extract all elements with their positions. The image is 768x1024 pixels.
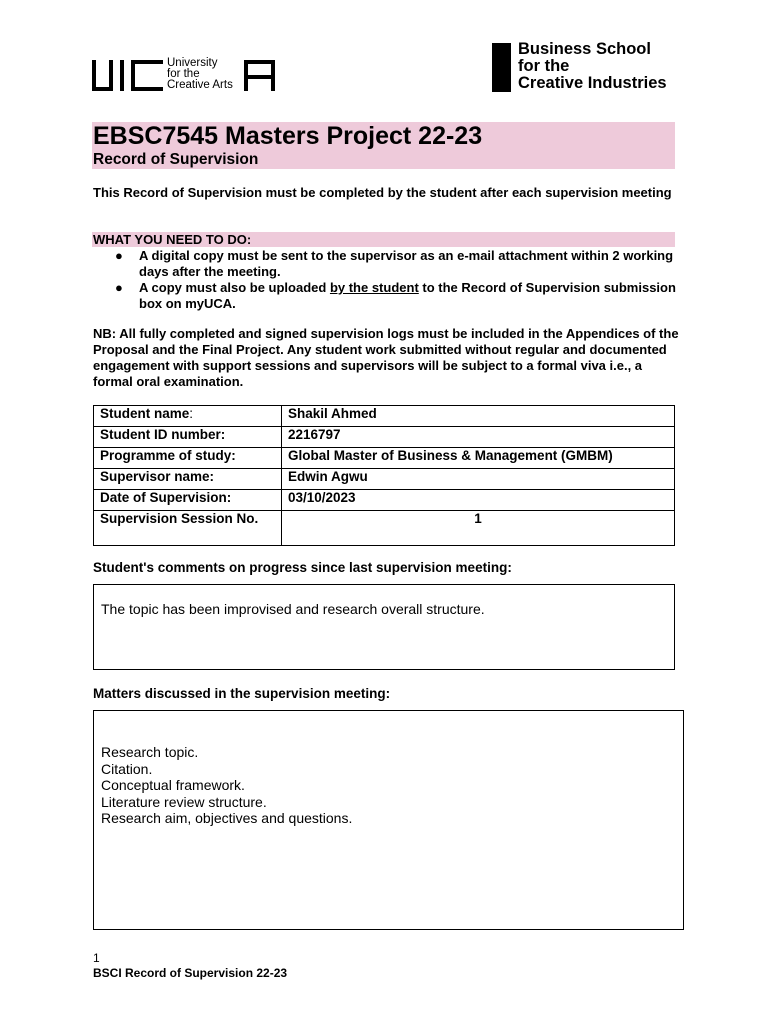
matters-discussed-box xyxy=(93,710,684,930)
programme-value: Global Master of Business & Management (GMBM) xyxy=(282,448,675,469)
progress-comments-box xyxy=(93,584,675,670)
document-subtitle: Record of Supervision xyxy=(93,151,259,168)
footer-text: BSCI Record of Supervision 22-23 xyxy=(93,966,288,980)
student-name-label: Student name: xyxy=(94,406,282,427)
page-number: 1 xyxy=(93,951,100,965)
bullet-icon: ● xyxy=(115,248,123,263)
progress-comments-text: The topic has been improvised and research overall structure. xyxy=(101,601,485,617)
progress-heading: Student's comments on progress since last supervision meeting: xyxy=(93,560,512,575)
student-id-label: Student ID number: xyxy=(94,427,282,448)
list-item: Citation. xyxy=(101,760,153,777)
business-school-logo-text: Business School for the Creative Industries xyxy=(518,40,667,92)
document-title: EBSC7545 Masters Project 22-23 xyxy=(93,122,483,150)
table-row xyxy=(94,448,675,469)
date-label: Date of Supervision: xyxy=(94,490,282,511)
student-name-value: Shakil Ahmed xyxy=(282,406,675,427)
list-item: Literature review structure. xyxy=(101,793,267,810)
list-item: ● A digital copy must be sent to the supervisor as an e-mail attachment within 2 working days after the meeting. xyxy=(115,248,674,279)
student-id-value: 2216797 xyxy=(282,427,675,448)
date-value: 03/10/2023 xyxy=(282,490,675,511)
matters-heading: Matters discussed in the supervision meeting: xyxy=(93,686,391,701)
underlined-text: by the student xyxy=(329,280,419,295)
list-item: Research topic. xyxy=(101,744,199,760)
table-row xyxy=(94,406,675,427)
table-row xyxy=(94,427,675,448)
supervisor-label: Supervisor name: xyxy=(94,469,282,490)
table-row xyxy=(94,511,675,546)
uca-logo-text: University for the Creative Arts xyxy=(167,57,233,91)
bullet-icon: ● xyxy=(115,280,123,295)
session-value: 1 xyxy=(282,511,675,546)
session-label: Supervision Session No. xyxy=(94,511,282,546)
instructions-list xyxy=(93,248,683,312)
business-school-logo-bar xyxy=(492,43,511,92)
table-row xyxy=(94,490,675,511)
list-item: ● A copy must also be uploaded by the student to the Record of Supervision submission box on myUCA. xyxy=(115,280,676,311)
table-row xyxy=(94,469,675,490)
instructions-heading: WHAT YOU NEED TO DO: xyxy=(93,232,252,247)
supervisor-value: Edwin Agwu xyxy=(282,469,675,490)
intro-text: This Record of Supervision must be completed by the student after each supervision meeting xyxy=(93,185,672,200)
programme-label: Programme of study: xyxy=(94,448,282,469)
student-info-table xyxy=(93,405,675,546)
nb-notice: NB: All fully completed and signed supervision logs must be included in the Appendices of the Proposal and the Final Project. Any student work submitted without regular and documented engagement with support sessions and supervisors will be subject to a formal viva i.e., a formal oral examination. xyxy=(93,326,679,389)
list-item: Research aim, objectives and questions. xyxy=(101,810,353,826)
list-item: Conceptual framework. xyxy=(101,777,245,793)
